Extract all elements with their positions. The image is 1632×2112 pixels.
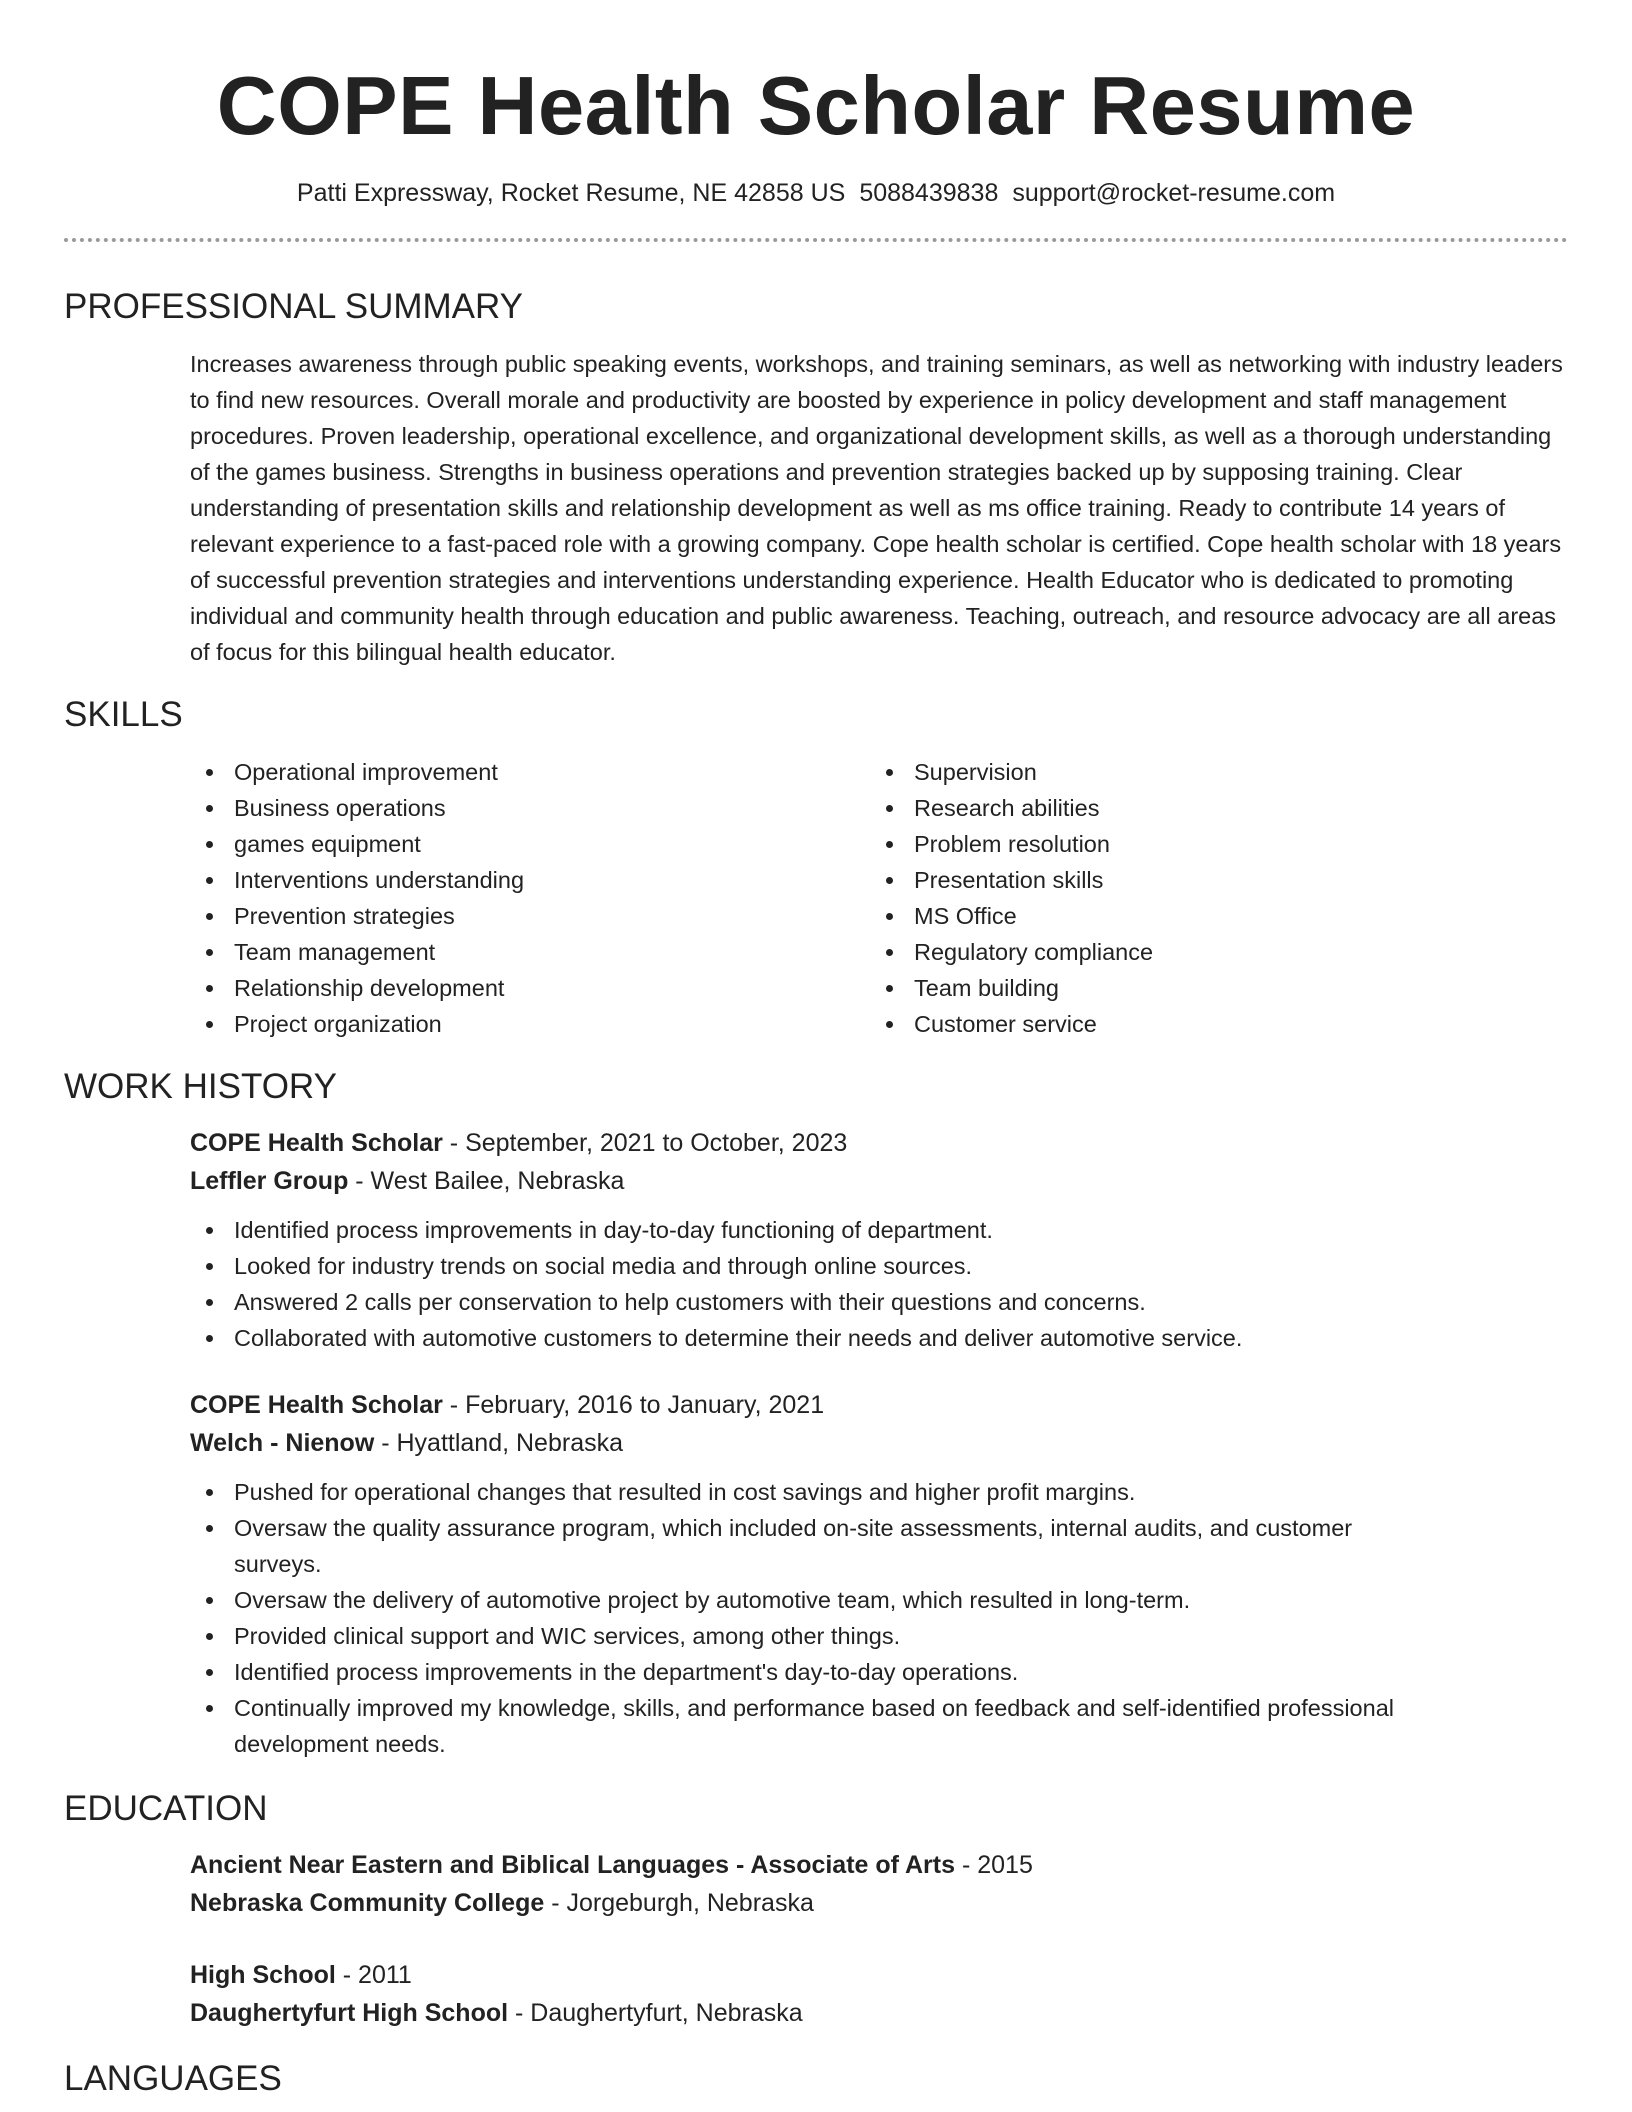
header-divider xyxy=(64,238,1568,242)
skill-item: Team building xyxy=(870,970,1550,1006)
job-company-line xyxy=(190,1162,1568,1200)
education-degree-line xyxy=(190,1956,1568,1994)
education-school: Daughertyfurt High School xyxy=(190,1999,509,2027)
education-year: - 2011 xyxy=(335,1961,412,1989)
skills-column-left xyxy=(190,754,870,1042)
education-location: - Jorgeburgh, Nebraska xyxy=(544,1889,814,1917)
skill-item: Project organization xyxy=(190,1006,870,1042)
skill-item: Relationship development xyxy=(190,970,870,1006)
skill-item: Problem resolution xyxy=(870,826,1550,862)
skills-heading: SKILLS xyxy=(64,695,183,734)
contact-phone: 5088439838 xyxy=(859,179,999,207)
skill-item: Supervision xyxy=(870,754,1550,790)
education-location: - Daughertyfurt, Nebraska xyxy=(508,1999,803,2027)
job-bullet: Pushed for operational changes that resulted in cost savings and higher profit margins. xyxy=(190,1474,1440,1510)
job-bullet: Oversaw the quality assurance program, which included on-site assessments, internal audits, and customer surveys. xyxy=(190,1510,1440,1582)
education-degree-line xyxy=(190,1846,1568,1884)
job-title-line xyxy=(190,1124,1568,1162)
job-title-line xyxy=(190,1386,1568,1424)
skill-item: Regulatory compliance xyxy=(870,934,1550,970)
job-bullet: Collaborated with automotive customers to determine their needs and deliver automotive service. xyxy=(190,1320,1568,1356)
job-bullet: Identified process improvements in day-to-day functioning of department. xyxy=(190,1212,1568,1248)
skill-item: MS Office xyxy=(870,898,1550,934)
education-entry xyxy=(190,1846,1568,1922)
skill-item: games equipment xyxy=(190,826,870,862)
skill-item: Customer service xyxy=(870,1006,1550,1042)
job-location: - West Bailee, Nebraska xyxy=(348,1167,625,1195)
resume-title: COPE Health Scholar Resume xyxy=(216,59,1416,152)
education-school: Nebraska Community College xyxy=(190,1889,545,1917)
job-bullet: Identified process improvements in the department's day-to-day operations. xyxy=(190,1654,1440,1690)
job-entry xyxy=(190,1386,1568,1762)
education-degree: Ancient Near Eastern and Biblical Languages - Associate of Arts xyxy=(190,1851,956,1879)
job-location: - Hyattland, Nebraska xyxy=(374,1429,623,1457)
skills-list xyxy=(190,754,1568,1042)
job-company: Leffler Group xyxy=(190,1167,349,1195)
job-bullet: Oversaw the delivery of automotive project by automotive team, which resulted in long-term. xyxy=(190,1582,1440,1618)
job-entry xyxy=(190,1124,1568,1356)
education-year: - 2015 xyxy=(955,1851,1033,1879)
job-bullet: Provided clinical support and WIC services, among other things. xyxy=(190,1618,1440,1654)
education-degree: High School xyxy=(190,1961,336,1989)
job-bullets xyxy=(190,1474,1440,1762)
skill-item: Business operations xyxy=(190,790,870,826)
job-bullets xyxy=(190,1212,1568,1356)
job-bullet: Looked for industry trends on social media and through online sources. xyxy=(190,1248,1568,1284)
skill-item: Research abilities xyxy=(870,790,1550,826)
work-heading: WORK HISTORY xyxy=(64,1067,337,1106)
skill-item: Operational improvement xyxy=(190,754,870,790)
education-entry xyxy=(190,1956,1568,2032)
education-school-line xyxy=(190,1884,1568,1922)
skill-item: Interventions understanding xyxy=(190,862,870,898)
education-school-line xyxy=(190,1994,1568,2032)
skill-item: Team management xyxy=(190,934,870,970)
contact-email: support@rocket-resume.com xyxy=(1012,179,1336,207)
job-company: Welch - Nienow xyxy=(190,1429,375,1457)
job-title: COPE Health Scholar xyxy=(190,1391,443,1419)
skill-item: Prevention strategies xyxy=(190,898,870,934)
job-dates: - September, 2021 to October, 2023 xyxy=(442,1129,848,1157)
job-title: COPE Health Scholar xyxy=(190,1129,443,1157)
summary-text: Increases awareness through public speaking events, workshops, and training seminars, as well as networking with industry leaders to find new resources. Overall morale and productivity are boosted by experience in policy development and staff management procedures. Proven leadership, operational excellence, and organizational development skills, as well as a thorough understanding of the games business. Strengths in business operations and prevention strategies backed up by supposing training. Clear understanding of presentation skills and relationship development as well as ms office training. Ready to contribute 14 years of relevant experience to a fast-paced role with a growing company. Cope health scholar is certified. Cope health scholar with 18 years of successful prevention strategies and interventions understanding experience. Health Educator who is dedicated to promoting individual and community health through education and public awareness. Teaching, outreach, and resource advocacy are all areas of focus for this bilingual health educator. xyxy=(190,351,1563,665)
contact-line xyxy=(64,178,1568,208)
job-bullet: Answered 2 calls per conservation to help customers with their questions and concerns. xyxy=(190,1284,1568,1320)
job-company-line xyxy=(190,1424,1568,1462)
summary-heading: PROFESSIONAL SUMMARY xyxy=(64,287,523,326)
job-bullet: Continually improved my knowledge, skills, and performance based on feedback and self-identified professional development needs. xyxy=(190,1690,1440,1762)
skills-column-right xyxy=(870,754,1550,1042)
job-dates: - February, 2016 to January, 2021 xyxy=(442,1391,825,1419)
languages-heading: LANGUAGES xyxy=(64,2059,282,2098)
resume-page xyxy=(64,0,1568,2100)
skill-item: Presentation skills xyxy=(870,862,1550,898)
education-heading: EDUCATION xyxy=(64,1789,268,1828)
contact-address: Patti Expressway, Rocket Resume, NE 42858 US xyxy=(296,179,846,207)
